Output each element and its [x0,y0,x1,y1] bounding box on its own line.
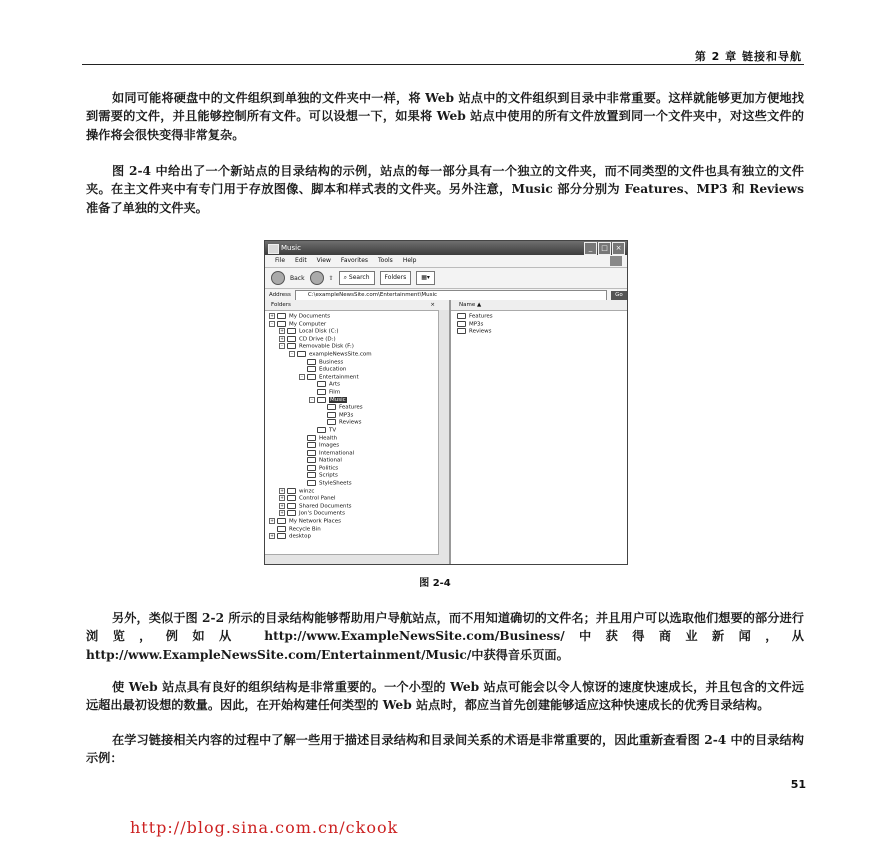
tree-item-label: Features [339,404,363,411]
folder-icon [287,488,296,494]
file-list [451,311,627,336]
paragraph-5: 在学习链接相关内容的过程中了解一些用于描述目录结构和目录间关系的术语是非常重要的，因此重新查看图 2-4 中的目录结构示例： [86,733,804,766]
back-button[interactable]: Back [290,274,305,282]
tree-item[interactable] [265,366,449,374]
folder-icon [307,472,316,478]
file-list-item[interactable] [457,313,627,321]
expand-toggle-icon[interactable]: + [280,487,284,493]
tree-item-label: MP3s [339,412,354,419]
folder-icon [287,343,296,349]
tree-item[interactable] [265,510,449,518]
name-column-header[interactable]: Name ▲ [451,300,627,311]
tree-item[interactable] [265,404,449,412]
tree-item-label: My Computer [289,321,327,328]
paragraph-4: 使 Web 站点具有良好的组织结构是非常重要的。一个小型的 Web 站点可能会以令人惊讶的速度快速成长，并且包含的文件远远超出最初设想的数量。因此，在开始构建任何类型的 Web 站点时，都应当首先创建能够适应这种快速成长的优秀目录结构。 [86,680,804,713]
tree-item-label: Jon's Documents [299,510,345,517]
tree-item-label: Recycle Bin [289,526,321,533]
tree-item[interactable] [265,488,449,496]
menu-file[interactable]: File [275,257,286,264]
folder-icon [307,480,316,486]
folder-icon [287,328,296,334]
file-list-pane [451,300,627,564]
expand-toggle-icon[interactable]: + [280,502,284,508]
maximize-icon[interactable]: □ [598,242,611,255]
tree-item[interactable] [265,336,449,344]
tree-item[interactable] [265,480,449,488]
folder-icon [327,419,336,425]
close-icon[interactable]: × [612,242,625,255]
expand-toggle-icon[interactable]: + [280,328,284,334]
header-rule [82,64,804,65]
tree-item-label: exampleNewsSite.com [309,351,372,358]
menu-tools[interactable]: Tools [378,257,393,264]
folder-icon [287,510,296,516]
up-folder-icon[interactable]: ⇧ [328,274,334,282]
search-icon: ⌕ [343,274,347,281]
address-label: Address [269,292,291,298]
folder-icon [297,351,306,357]
close-pane-icon[interactable]: × [430,302,435,308]
tree-item-label: Shared Documents [299,503,352,510]
expand-toggle-icon[interactable]: - [269,321,275,327]
file-list-item[interactable] [457,321,627,329]
tree-item-label: CD Drive (D:) [299,336,336,343]
expand-toggle-icon[interactable]: + [270,313,274,318]
folder-icon [457,328,466,334]
tree-item-label: winzc [299,488,315,495]
menu-edit[interactable]: Edit [295,257,307,264]
folder-icon [307,465,316,471]
tree-item[interactable] [265,435,449,443]
folder-icon [307,435,316,441]
tree-item[interactable] [265,450,449,458]
file-list-item-label: MP3s [469,321,484,328]
expand-toggle-icon[interactable]: - [279,343,285,349]
expand-toggle-icon[interactable]: + [280,335,284,341]
tree-item[interactable] [265,465,449,473]
tree-item[interactable] [265,503,449,511]
folder-icon [287,495,296,501]
tree-item[interactable] [265,351,449,359]
toolbar [265,268,627,289]
expand-toggle-icon[interactable]: - [299,374,305,380]
folder-icon [327,412,336,418]
folder-tree [265,311,449,541]
figure-caption: 图 2-4 [419,578,451,589]
folder-icon [287,336,296,342]
tree-item[interactable] [265,321,449,329]
explorer-window-screenshot [264,240,628,565]
tree-item-label: Control Panel [299,495,336,502]
folders-pane [265,300,451,564]
folder-icon [327,404,336,410]
expand-toggle-icon[interactable]: - [289,351,295,357]
folder-icon [277,321,286,327]
menu-view[interactable]: View [316,257,331,264]
folder-icon [277,313,286,319]
tree-item[interactable] [265,533,449,541]
expand-toggle-icon[interactable]: + [280,510,284,516]
folder-icon [307,366,316,372]
folder-icon [307,450,316,456]
tree-item-label: StyleSheets [319,480,352,487]
tree-item-label: My Documents [289,313,331,320]
back-arrow-icon[interactable] [271,271,285,285]
paragraph-2: 图 2-4 中给出了一个新站点的目录结构的示例，站点的每一部分具有一个独立的文件夹，而不同类型的文件也具有独立的文件夹。在主文件夹中有专门用于存放图像、脚本和样式表的文件夹。另外注意，Music 部分分别为 Features、MP3 和 Reviews 准备了单独的文件夹。 [86,164,804,215]
folders-pane-header: Folders × [265,300,449,311]
file-list-item-label: Features [469,313,493,320]
folder-icon [277,526,286,532]
expand-toggle-icon[interactable]: + [270,533,274,539]
tree-item-label: Local Disk (C:) [299,328,339,335]
folder-icon [307,442,316,448]
tree-item-label: Reviews [339,419,362,426]
folder-icon [457,321,466,327]
tree-item-label: My Network Places [289,518,341,525]
tree-item-label: Education [319,366,347,373]
folder-icon [277,533,286,539]
window-titlebar [265,241,627,255]
chapter-header: 第 2 章 链接和导航 [694,50,802,63]
folders-button[interactable]: Folders [380,271,412,285]
paragraph-3: 另外，类似于图 2-2 所示的目录结构能够帮助用户导航站点，而不用知道确切的文件名；并且用户可以选取他们想要的部分进行浏览，例如从 http://www.ExampleNewsSite.com/Business/中获得商业新闻，从 http://www.ExampleNewsSite.com/Entertainment/Music/中获得音乐页面。 [86,611,804,662]
file-list-item-label: Reviews [469,328,492,335]
tree-item-label: Health [319,435,338,441]
windows-logo-icon [610,256,622,266]
folder-icon [268,244,279,254]
tree-item[interactable] [265,472,449,480]
folder-icon [307,457,316,463]
tree-item[interactable] [265,328,449,336]
expand-toggle-icon[interactable]: + [270,518,274,524]
tree-item[interactable] [265,389,449,397]
tree-item[interactable] [265,526,449,534]
folder-icon [317,427,326,433]
folder-icon [317,397,326,403]
watermark-url: http://blog.sina.com.cn/ckook [130,818,399,837]
tree-item-label: Business [319,359,344,366]
tree-item-label: Scripts [319,472,338,479]
tree-item[interactable] [265,397,449,405]
paragraph-1: 如同可能将硬盘中的文件组织到单独的文件夹中一样，将 Web 站点中的文件组织到目录中非常重要。这样就能够更加方便地找到需要的文件，并且能够控制所有文件。可以设想一下，如果将 Web 站点中使用的所有文件放置到同一个文件夹中，对这些文件的操作将会很快变得非常复杂。 [86,91,804,142]
tree-item-label: Politics [319,465,339,472]
tree-item[interactable] [265,495,449,503]
expand-toggle-icon[interactable]: - [309,397,315,403]
tree-item-label: Removable Disk (F:) [299,343,354,350]
menu-bar [265,255,627,268]
folder-icon [317,389,326,395]
search-button[interactable]: ⌕ Search [339,271,375,285]
explorer-panes [265,300,627,564]
address-input[interactable]: C:\exampleNewsSite.com\Entertainment\Music [295,290,607,301]
forward-arrow-icon[interactable] [310,271,324,285]
tree-item[interactable] [265,457,449,465]
folder-icon [307,374,316,380]
folder-icon [277,518,286,524]
window-title: Music [281,244,301,252]
tree-item[interactable] [265,412,449,420]
tree-item-label: TV [329,427,337,434]
tree-item-label: International [319,450,355,457]
tree-item-label: Images [319,442,340,449]
folder-icon [307,359,316,365]
tree-item[interactable] [265,343,449,351]
tree-item-label: Music [330,397,346,404]
tree-item-label: Film [329,389,341,396]
file-list-item[interactable] [457,328,627,336]
go-button[interactable]: Go [611,291,627,300]
folder-icon [457,313,466,319]
tree-item[interactable] [265,359,449,367]
tree-item-label: National [319,457,342,464]
tree-item-label: Entertainment [319,374,359,381]
tree-item[interactable] [265,313,449,321]
tree-item[interactable] [265,442,449,450]
tree-vertical-scrollbar[interactable] [438,310,449,564]
expand-toggle-icon[interactable]: + [280,495,284,501]
menu-favorites[interactable]: Favorites [340,257,369,264]
tree-item[interactable] [265,374,449,382]
minimize-icon[interactable]: _ [584,242,597,255]
tree-item-label: Arts [329,381,341,388]
folder-icon [317,381,326,387]
tree-item-label: desktop [289,533,311,540]
tree-item[interactable] [265,427,449,435]
tree-item[interactable] [265,518,449,526]
folder-icon [287,503,296,509]
tree-horizontal-scrollbar[interactable] [265,554,439,564]
menu-help[interactable]: Help [402,257,417,264]
page-number: 51 [790,778,806,791]
tree-item[interactable] [265,381,449,389]
views-button[interactable]: ▦▾ [416,271,435,285]
tree-item[interactable] [265,419,449,427]
